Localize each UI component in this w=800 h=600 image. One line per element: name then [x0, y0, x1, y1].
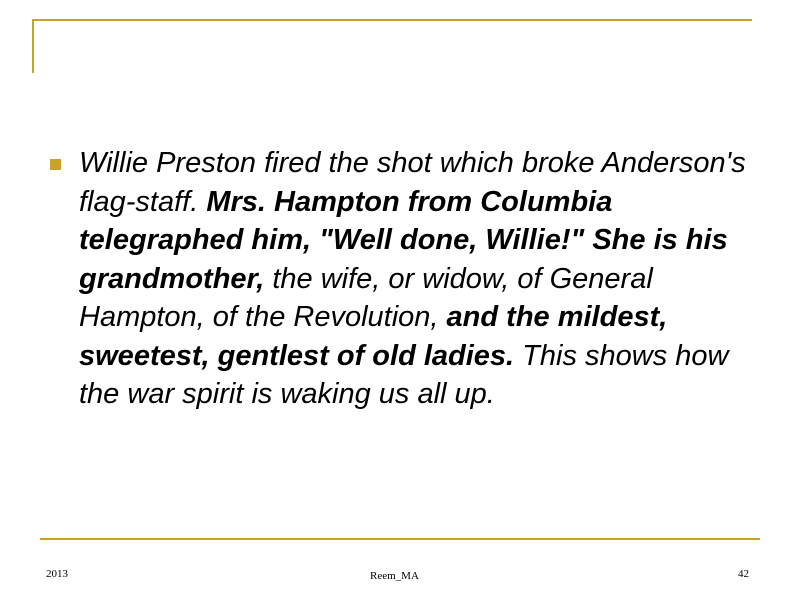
body-text-bold-1: Mrs. Hampton from Columbia telegraphed him, "Well done, Willie!" She is his grandmother, [79, 185, 728, 295]
body-text-plain-1: Willie Preston fired the shot which broke Anderson's flag-staff. [79, 147, 746, 218]
body-text-bold-2: and the mildest, sweetest, gentlest of old ladies. [79, 301, 668, 372]
body-text-plain-2: the wife, or widow, of General Hampton, of the Revolution, [79, 262, 653, 333]
square-bullet-icon [50, 159, 61, 170]
slide-body-text [79, 144, 769, 414]
footer-year: 2013 [46, 568, 68, 580]
footer-page-number: 42 [738, 568, 749, 580]
body-text-plain-3: This shows how the war spirit is waking us all up. [79, 339, 729, 410]
footer-author: Reem_MA [370, 570, 419, 582]
left-accent-line [32, 19, 34, 73]
top-divider [34, 19, 752, 21]
bottom-divider [40, 538, 760, 540]
